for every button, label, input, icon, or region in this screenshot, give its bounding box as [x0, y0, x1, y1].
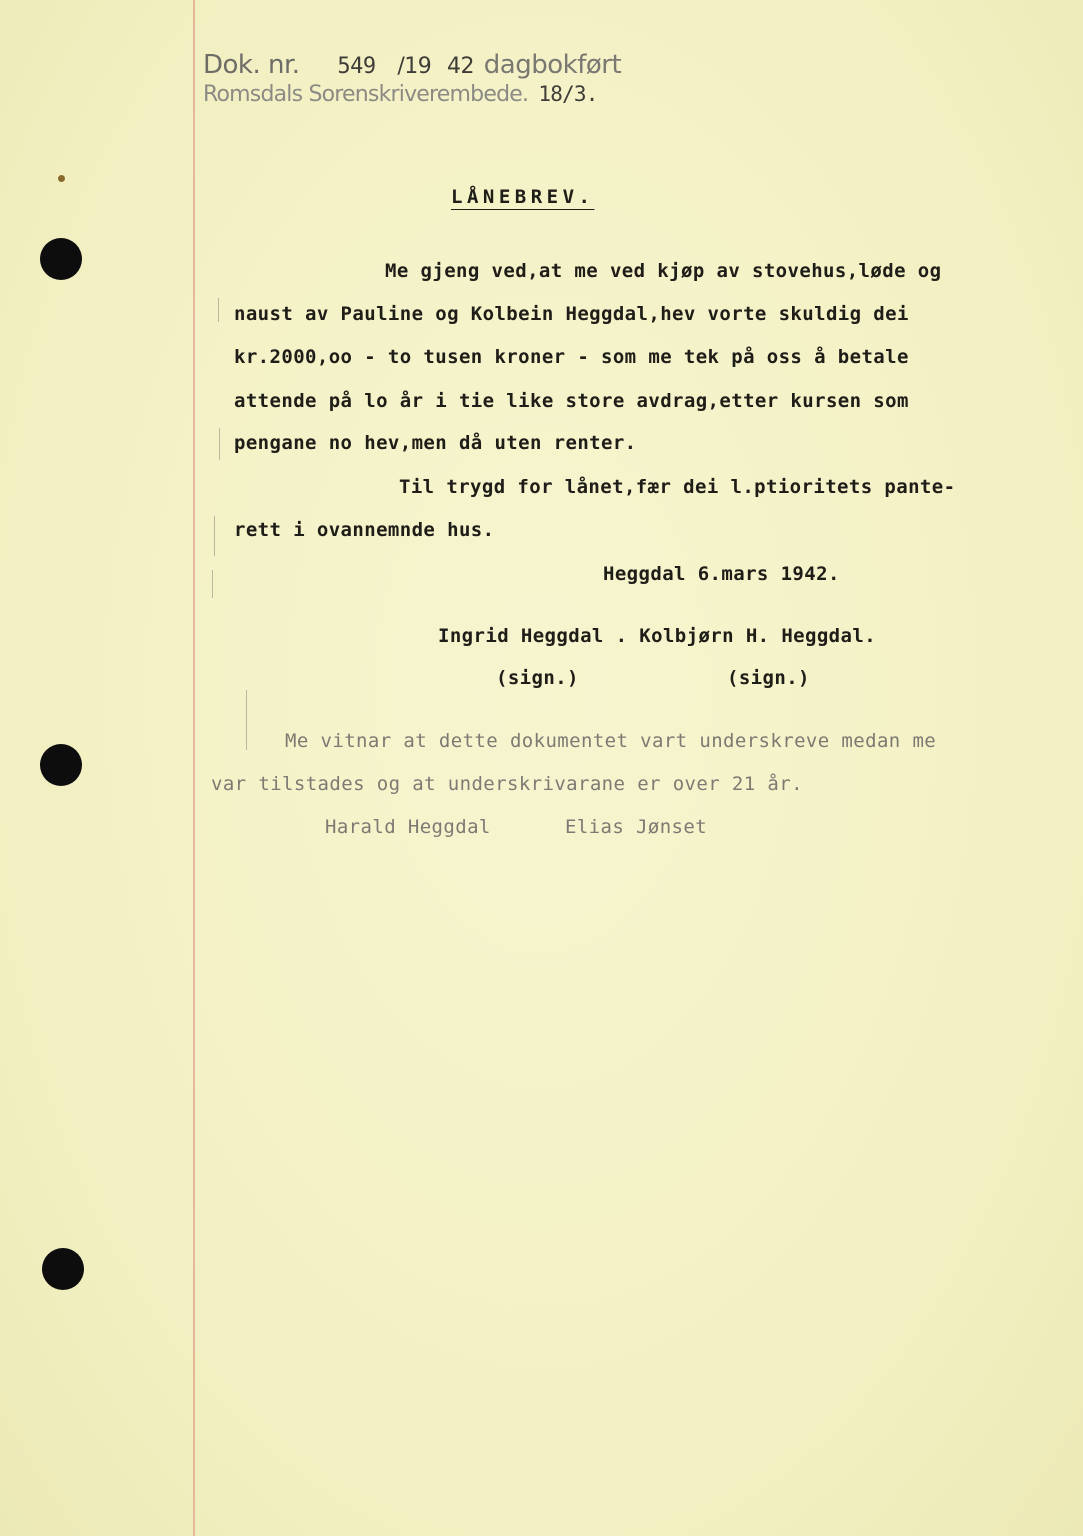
body-line: kr.2000,oo - to tusen kroner - som me tek på oss å betale [234, 346, 909, 368]
punch-hole-top [40, 238, 82, 280]
margin-rule [193, 0, 195, 1536]
stamp-date: 18/3. [538, 82, 598, 106]
year: 42 [447, 54, 475, 79]
year-prefix: /19 [397, 54, 432, 79]
body-line: naust av Pauline og Kolbein Heggdal,hev vorte skuldig dei [234, 303, 909, 325]
pencil-mark [246, 690, 247, 750]
body-line: attende på lo år i tie like store avdrag,etter kursen som [234, 390, 909, 412]
registration-stamp [203, 50, 621, 108]
pencil-mark [212, 570, 213, 598]
sign-right: (sign.) [727, 667, 810, 689]
office-name: Romsdals Sorenskriverembede. [203, 82, 529, 107]
pencil-mark [218, 298, 219, 322]
place-date: Heggdal 6.mars 1942. [603, 563, 840, 585]
body-line: Me gjeng ved,at me ved kjøp av stovehus,løde og [385, 260, 942, 282]
document-title: LÅNEBREV. [451, 186, 595, 208]
doc-number: 549 [337, 54, 376, 79]
body-line: rett i ovannemnde hus. [234, 519, 495, 541]
body-line: pengane no hev,men då uten renter. [234, 432, 637, 454]
doc-label: Dok. nr. [203, 50, 300, 80]
sign-left: (sign.) [496, 667, 579, 689]
pencil-mark [214, 516, 215, 556]
body-line: Til trygd for lånet,fær dei l.ptioritets pante- [399, 476, 956, 498]
punch-hole-bottom [42, 1248, 84, 1290]
registered-tag: dagbokført [483, 50, 622, 80]
witness-line: Me vitnar at dette dokumentet vart underskreve medan me [285, 730, 937, 752]
witness-left: Harald Heggdal [325, 816, 491, 838]
ink-speck [58, 175, 65, 182]
pencil-mark [219, 428, 220, 460]
witness-line: var tilstades og at underskrivarane er over 21 år. [211, 773, 803, 795]
witness-right: Elias Jønset [565, 816, 708, 838]
signatories: Ingrid Heggdal . Kolbjørn H. Heggdal. [438, 625, 877, 647]
punch-hole-middle [40, 744, 82, 786]
